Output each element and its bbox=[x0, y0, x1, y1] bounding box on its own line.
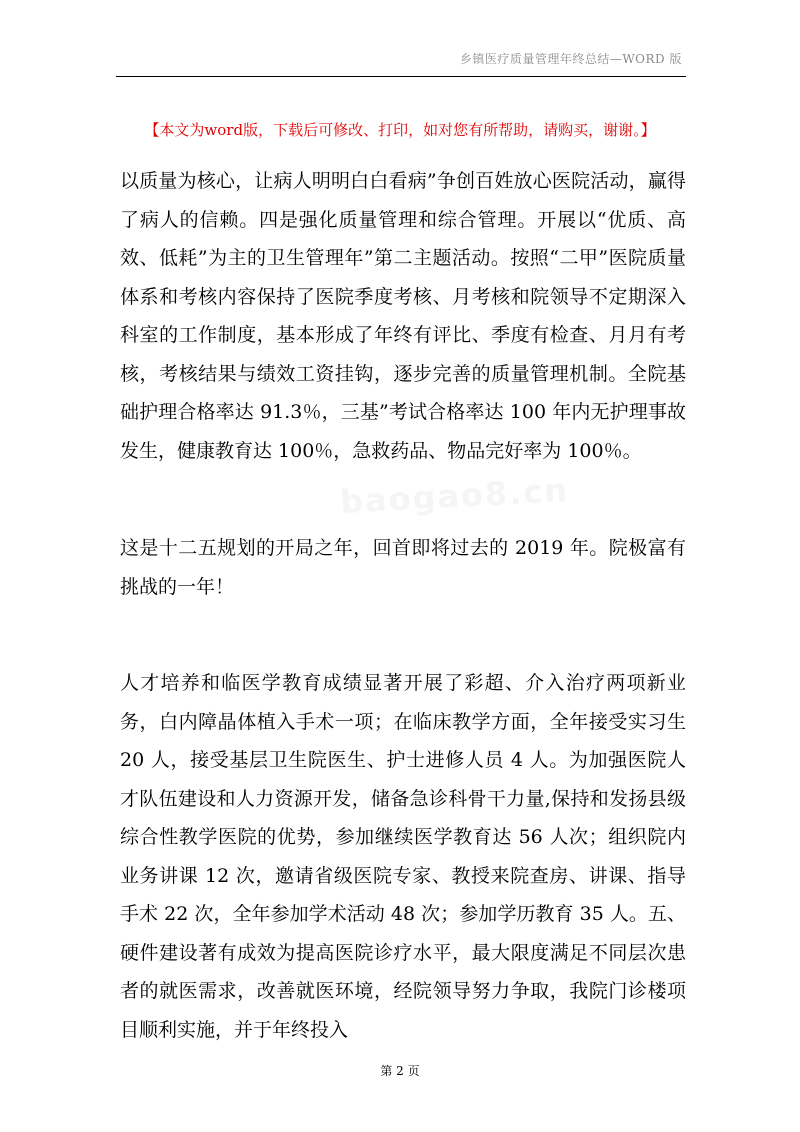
page-number: 第 2 页 bbox=[380, 1064, 420, 1078]
body-paragraph-talent-training: 人才培养和临医学教育成绩显著开展了彩超、介入治疗两项新业务，白内障晶体植入手术一项；在临床教学方面，全年接受实习生 20 人，接受基层卫生院医生、护士进修人员 4 人。为加强医院人才队伍建设和人力资源开发，储备急诊科骨干力量,保持和发扬县级综合性教学医院的优势，参加继续医学教育达 56 人次；组织院内业务讲课 12 次，邀请省级医院专家、教授来院查房、讲课、指导手术 22 次，全年参加学术活动 48 次；参加学历教育 35 人。五、硬件建设著有成效为提高医院诊疗水平，最大限度满足不同层次患者的就医需求，改善就医环境，经院领导努力争取，我院门诊楼项目顺利实施，并于年终投入 bbox=[120, 672, 686, 1041]
document-header-title: 乡镇医疗质量管理年终总结—WORD 版 bbox=[459, 52, 682, 66]
watermark-text: baogao8.cn bbox=[339, 471, 570, 521]
body-paragraph-quality-management: 以质量为核心，让病人明明白白看病”争创百姓放心医院活动，赢得了病人的信赖。四是强化质量管理和综合管理。开展以“优质、高效、低耗”为主的卫生管理年”第二主题活动。按照“二甲”医院质量体系和考核内容保持了医院季度考核、月考核和院领导不定期深入科室的工作制度，基本形成了年终有评比、季度有检查、月月有考核，考核结果与绩效工资挂钩，逐步完善的质量管理机制。全院基础护理合格率达 91.3％，三基”考试合格率达 100 年内无护理事故发生，健康教育达 100％，急救药品、物品完好率为 100％。 bbox=[120, 170, 686, 462]
header-divider bbox=[116, 76, 686, 77]
body-paragraph-planning-year: 这是十二五规划的开局之年，回首即将过去的 2019 年。院极富有挑战的一年！ bbox=[120, 537, 686, 598]
download-notice: 【本文为word版，下载后可修改、打印，如对您有所帮助，请购买，谢谢。】 bbox=[144, 121, 656, 139]
